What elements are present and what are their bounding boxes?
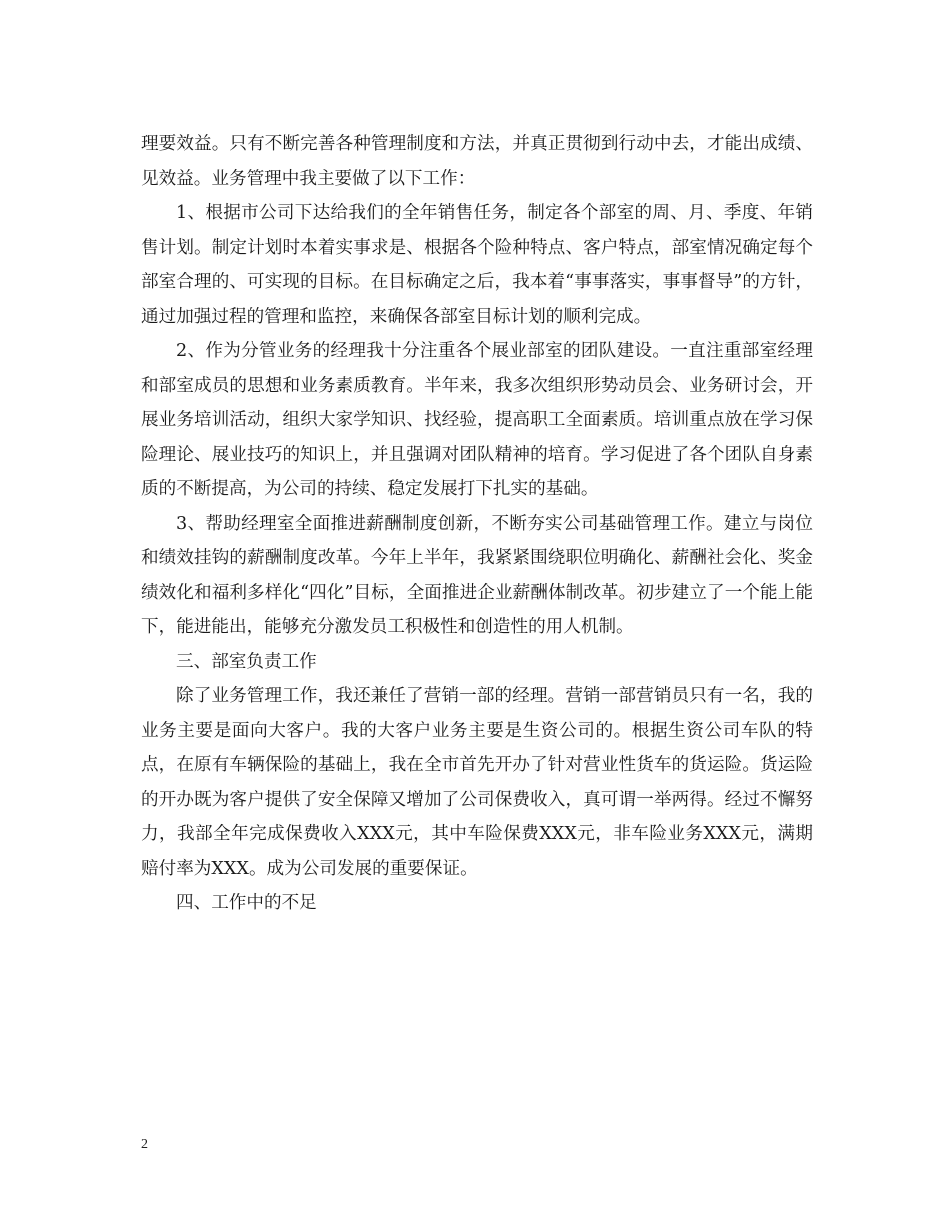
paragraph-item-1: 1、根据市公司下达给我们的全年销售任务，制定各个部室的周、月、季度、年销售计划。制定计划时本着实事求是、根据各个险种特点、客户特点，部室情况确定每个部室合理的、可实现的目标。在目标确定之后，我本着“事事落实，事事督导”的方针，通过加强过程的管理和监控，来确保各部室目标计划的顺利完成。 (141, 203, 813, 327)
page-number: 2 (141, 1137, 148, 1152)
paragraph-continuation: 理要效益。只有不断完善各种管理制度和方法，并真正贯彻到行动中去，才能出成绩、见效益。业务管理中我主要做了以下工作： (141, 134, 813, 189)
paragraph-item-3: 3、帮助经理室全面推进薪酬制度创新，不断夯实公司基础管理工作。建立与岗位和绩效挂钩的薪酬制度改革。今年上半年，我紧紧围绕职位明确化、薪酬社会化、奖金绩效化和福利多样化“四化”目标，全面推进企业薪酬体制改革。初步建立了一个能上能下，能进能出，能够充分激发员工积极性和创造性的用人机制。 (141, 513, 813, 637)
document-body (141, 127, 813, 921)
paragraph-item-2: 2、作为分管业务的经理我十分注重各个展业部室的团队建设。一直注重部室经理和部室成员的思想和业务素质教育。半年来，我多次组织形势动员会、业务研讨会，开展业务培训活动，组织大家学知识、找经验，提高职工全面素质。培训重点放在学习保险理论、展业技巧的知识上，并且强调对团队精神的培育。学习促进了各个团队自身素质的不断提高，为公司的持续、稳定发展打下扎实的基础。 (141, 341, 813, 499)
section-heading-3: 三、部室负责工作 (176, 651, 317, 672)
paragraph-section-3-body: 除了业务管理工作，我还兼任了营销一部的经理。营销一部营销员只有一名，我的业务主要是面向大客户。我的大客户业务主要是生资公司的。根据生资公司车队的特点，在原有车辆保险的基础上，我在全市首先开办了针对营业性货车的货运险。货运险的开办既为客户提供了安全保障又增加了公司保费收入，真可谓一举两得。经过不懈努力，我部全年完成保费收入XXX元，其中车险保费XXX元，非车险业务XXX元，满期赔付率为XXX。成为公司发展的重要保证。 (141, 686, 813, 879)
section-heading-4: 四、工作中的不足 (176, 893, 317, 913)
